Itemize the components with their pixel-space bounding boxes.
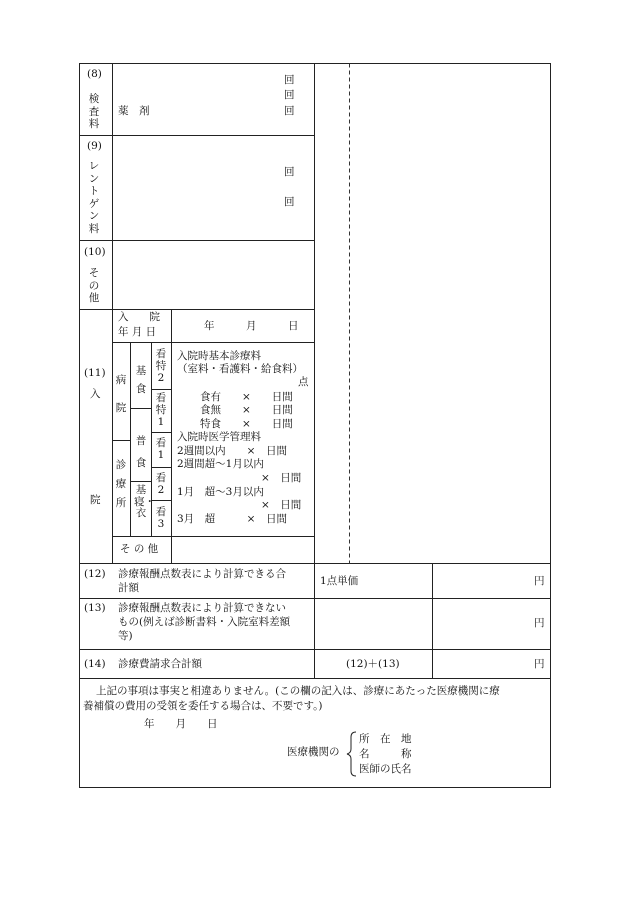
sec12-number: (12)	[84, 568, 106, 580]
fee-line-5: 食無 × 日間	[200, 404, 293, 416]
sec8-times-1: 回	[284, 74, 295, 86]
cert-address-label: 所 在 地	[359, 733, 412, 745]
fee-line-8: 2週間以内 × 日間	[177, 445, 287, 457]
sec11-other: そ の 他	[120, 543, 159, 555]
sec8-label: 検査料	[88, 93, 100, 130]
fee-line-7: 入院時医学管理料	[177, 431, 261, 443]
sec13-label-3: 等)	[118, 630, 133, 642]
sec14-number: (14)	[84, 658, 106, 670]
admit-date-ymd: 年 月 日	[204, 320, 299, 332]
cert-doctor-label: 医師の氏名	[359, 763, 412, 775]
sec9-times-1: 回	[284, 166, 295, 178]
nurse-tokutei-1: 看特1	[155, 392, 167, 428]
fee-line-10: × 日間	[261, 472, 302, 484]
fee-line-6: 特食 × 日間	[200, 418, 293, 430]
nurse-1: 看1	[155, 437, 167, 461]
fee-line-11: 1月 超～3月以内	[177, 486, 264, 498]
sec12-label-2: 計額	[118, 582, 139, 594]
fee-line-12: × 日間	[261, 499, 302, 511]
sec10-label: その他	[88, 267, 100, 304]
cert-line-1: 上記の事項は事実と相違ありません。(この欄の記入は、診療にあたった医療機関に療	[96, 685, 500, 697]
cert-date: 年 月 日	[144, 718, 218, 730]
cert-institution-label: 医療機関の	[287, 746, 340, 758]
sec9-times-2: 回	[284, 196, 295, 208]
clinic-label: 診療所	[115, 459, 127, 509]
fee-line-2: （室料・看護料・給食料）	[177, 363, 303, 375]
sec10-number: (10)	[84, 246, 106, 258]
sec13-number: (13)	[84, 602, 106, 614]
admit-date-head-1: 入 院	[118, 311, 160, 323]
sec12-unit-price: 1点単価	[320, 575, 359, 587]
sec8-drug: 薬 剤	[118, 105, 150, 117]
sec12-label-1: 診療報酬点数表により計算できる合	[118, 568, 286, 580]
kihon-label: 基食	[135, 365, 147, 395]
fee-line-4: 食有 × 日間	[200, 391, 293, 403]
cert-name-label: 名 称	[359, 748, 412, 760]
sec14-formula: (12)＋(13)	[346, 658, 400, 670]
kishin-label: 基寝・衣	[134, 484, 155, 519]
sec9-number: (9)	[87, 140, 102, 152]
sec12-yen: 円	[534, 575, 545, 587]
sec14-label: 診療費請求合計額	[118, 658, 202, 670]
sec14-yen: 円	[534, 658, 545, 670]
fee-line-9: 2週間超～1月以内	[177, 458, 264, 470]
admit-date-head-2: 年 月 日	[118, 326, 157, 338]
fee-line-13: 3月 超 × 日間	[177, 513, 287, 525]
sec9-label: レントゲン料	[88, 160, 100, 235]
ward-label: 病院	[115, 374, 127, 414]
brace-icon	[344, 731, 358, 777]
cert-line-2: 養補償の費用の受領を委任する場合は、不要です。)	[83, 700, 323, 712]
sec11-nyu: 入	[90, 388, 101, 400]
sec8-number: (8)	[87, 68, 102, 80]
sec13-label-2: もの(例えば診断書料・入院室料差額	[118, 616, 291, 628]
sec11-in: 院	[90, 494, 101, 506]
futsu-label: 普食	[135, 435, 147, 469]
fee-line-1: 入院時基本診療料	[177, 350, 261, 362]
fee-line-3: 点	[298, 376, 309, 388]
nurse-2: 看2	[155, 472, 167, 496]
sec13-yen: 円	[534, 617, 545, 629]
sec11-number: (11)	[84, 367, 106, 379]
sec8-times-3: 回	[284, 105, 295, 117]
nurse-tokutei-2: 看特2	[155, 348, 167, 384]
sec8-times-2: 回	[284, 89, 295, 101]
sec13-label-1: 診療報酬点数表により計算できない	[118, 602, 286, 614]
nurse-3: 看3	[155, 506, 167, 530]
